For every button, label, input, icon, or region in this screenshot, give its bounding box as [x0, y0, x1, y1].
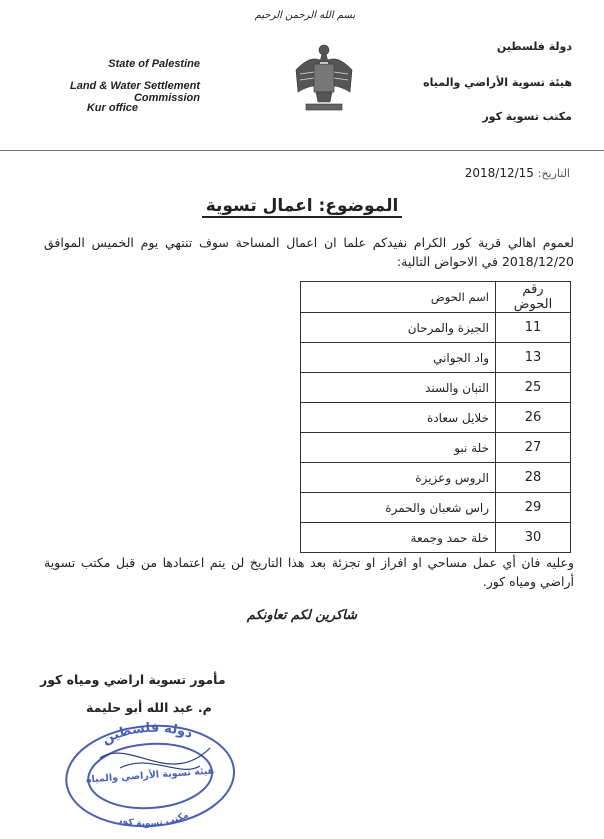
table-row — [301, 493, 571, 523]
plots-table — [300, 281, 571, 553]
date-value: 2018/12/15 — [464, 166, 534, 180]
plot-number: 13 — [496, 343, 571, 373]
table-row — [301, 373, 571, 403]
plot-number: 26 — [496, 403, 571, 433]
table-header-row — [301, 282, 571, 313]
table-row — [301, 403, 571, 433]
date-label: التاريخ: — [537, 167, 570, 180]
svg-text:مكتب تسوية كور — [115, 810, 191, 830]
header-ar-office: مكتب تسوية كور — [482, 110, 572, 123]
plot-name: خلايل سعادة — [301, 403, 496, 433]
plot-number: 27 — [496, 433, 571, 463]
table-row — [301, 313, 571, 343]
header-ar-state: دولة فلسطين — [496, 40, 572, 53]
header-divider — [0, 150, 604, 151]
plot-name: راس شعبان والحمرة — [301, 493, 496, 523]
plot-name: التبان والسند — [301, 373, 496, 403]
table-row — [301, 433, 571, 463]
plot-number: 29 — [496, 493, 571, 523]
header-en-office: Kur office — [86, 102, 138, 114]
signatory-title: مأمور تسوية اراضي ومياه كور — [40, 672, 226, 687]
official-stamp-icon — [60, 718, 240, 830]
plot-name: خلة حمد وجمعة — [301, 523, 496, 553]
table-row — [301, 523, 571, 553]
subject-heading — [0, 196, 604, 216]
date-line — [465, 166, 570, 180]
header-ar-commission: هيئة تسوية الأراضي والمياه — [423, 76, 572, 89]
intro-paragraph: لعموم اهالي قرية كور الكرام نفيدكم علما ان اعمال المساحة سوف تنتهي يوم الخميس الموافق 2018/12/20 في الاحواض التالية: — [44, 235, 574, 269]
plot-name: الجيزة والمرحان — [301, 313, 496, 343]
plot-number: 11 — [496, 313, 571, 343]
signatory-name: م. عبد الله أبو حليمة — [86, 700, 212, 715]
plot-name: واد الجواني — [301, 343, 496, 373]
plot-number: 30 — [496, 523, 571, 553]
basmala: بسم الله الرحمن الرحيم — [254, 10, 356, 21]
table-row — [301, 463, 571, 493]
table-row — [301, 343, 571, 373]
palestine-eagle-emblem-icon — [292, 40, 356, 114]
plot-number: 28 — [496, 463, 571, 493]
plot-number: 25 — [496, 373, 571, 403]
plot-name: الروس وعزيزة — [301, 463, 496, 493]
header-en-commission: Land & Water Settlement Commission — [70, 80, 200, 104]
header-en-state: State of Palestine — [108, 58, 200, 70]
closing-paragraph: وعليه فان أي عمل مساحي او افراز او تجزئة بعد هذا التاريخ لن يتم اعتمادها من قبل مكتب تسوية أراضي ومياه كور. — [44, 555, 574, 589]
header-plot-number: رقم الحوض — [496, 282, 571, 313]
stamp-outer-text: دولة فلسطين — [99, 720, 195, 748]
thanks-line: شاكرين لكم تعاونكم — [246, 608, 358, 623]
stamp-bottom-text: مكتب تسوية كور — [116, 810, 191, 830]
stamp-inner-text: هيئة تسوية الأراضي والمياه — [85, 765, 215, 786]
plot-name: خلة نبو — [301, 433, 496, 463]
subject-text: الموضوع: اعمال تسوية — [202, 196, 403, 218]
header-plot-name: اسم الحوض — [301, 282, 496, 313]
